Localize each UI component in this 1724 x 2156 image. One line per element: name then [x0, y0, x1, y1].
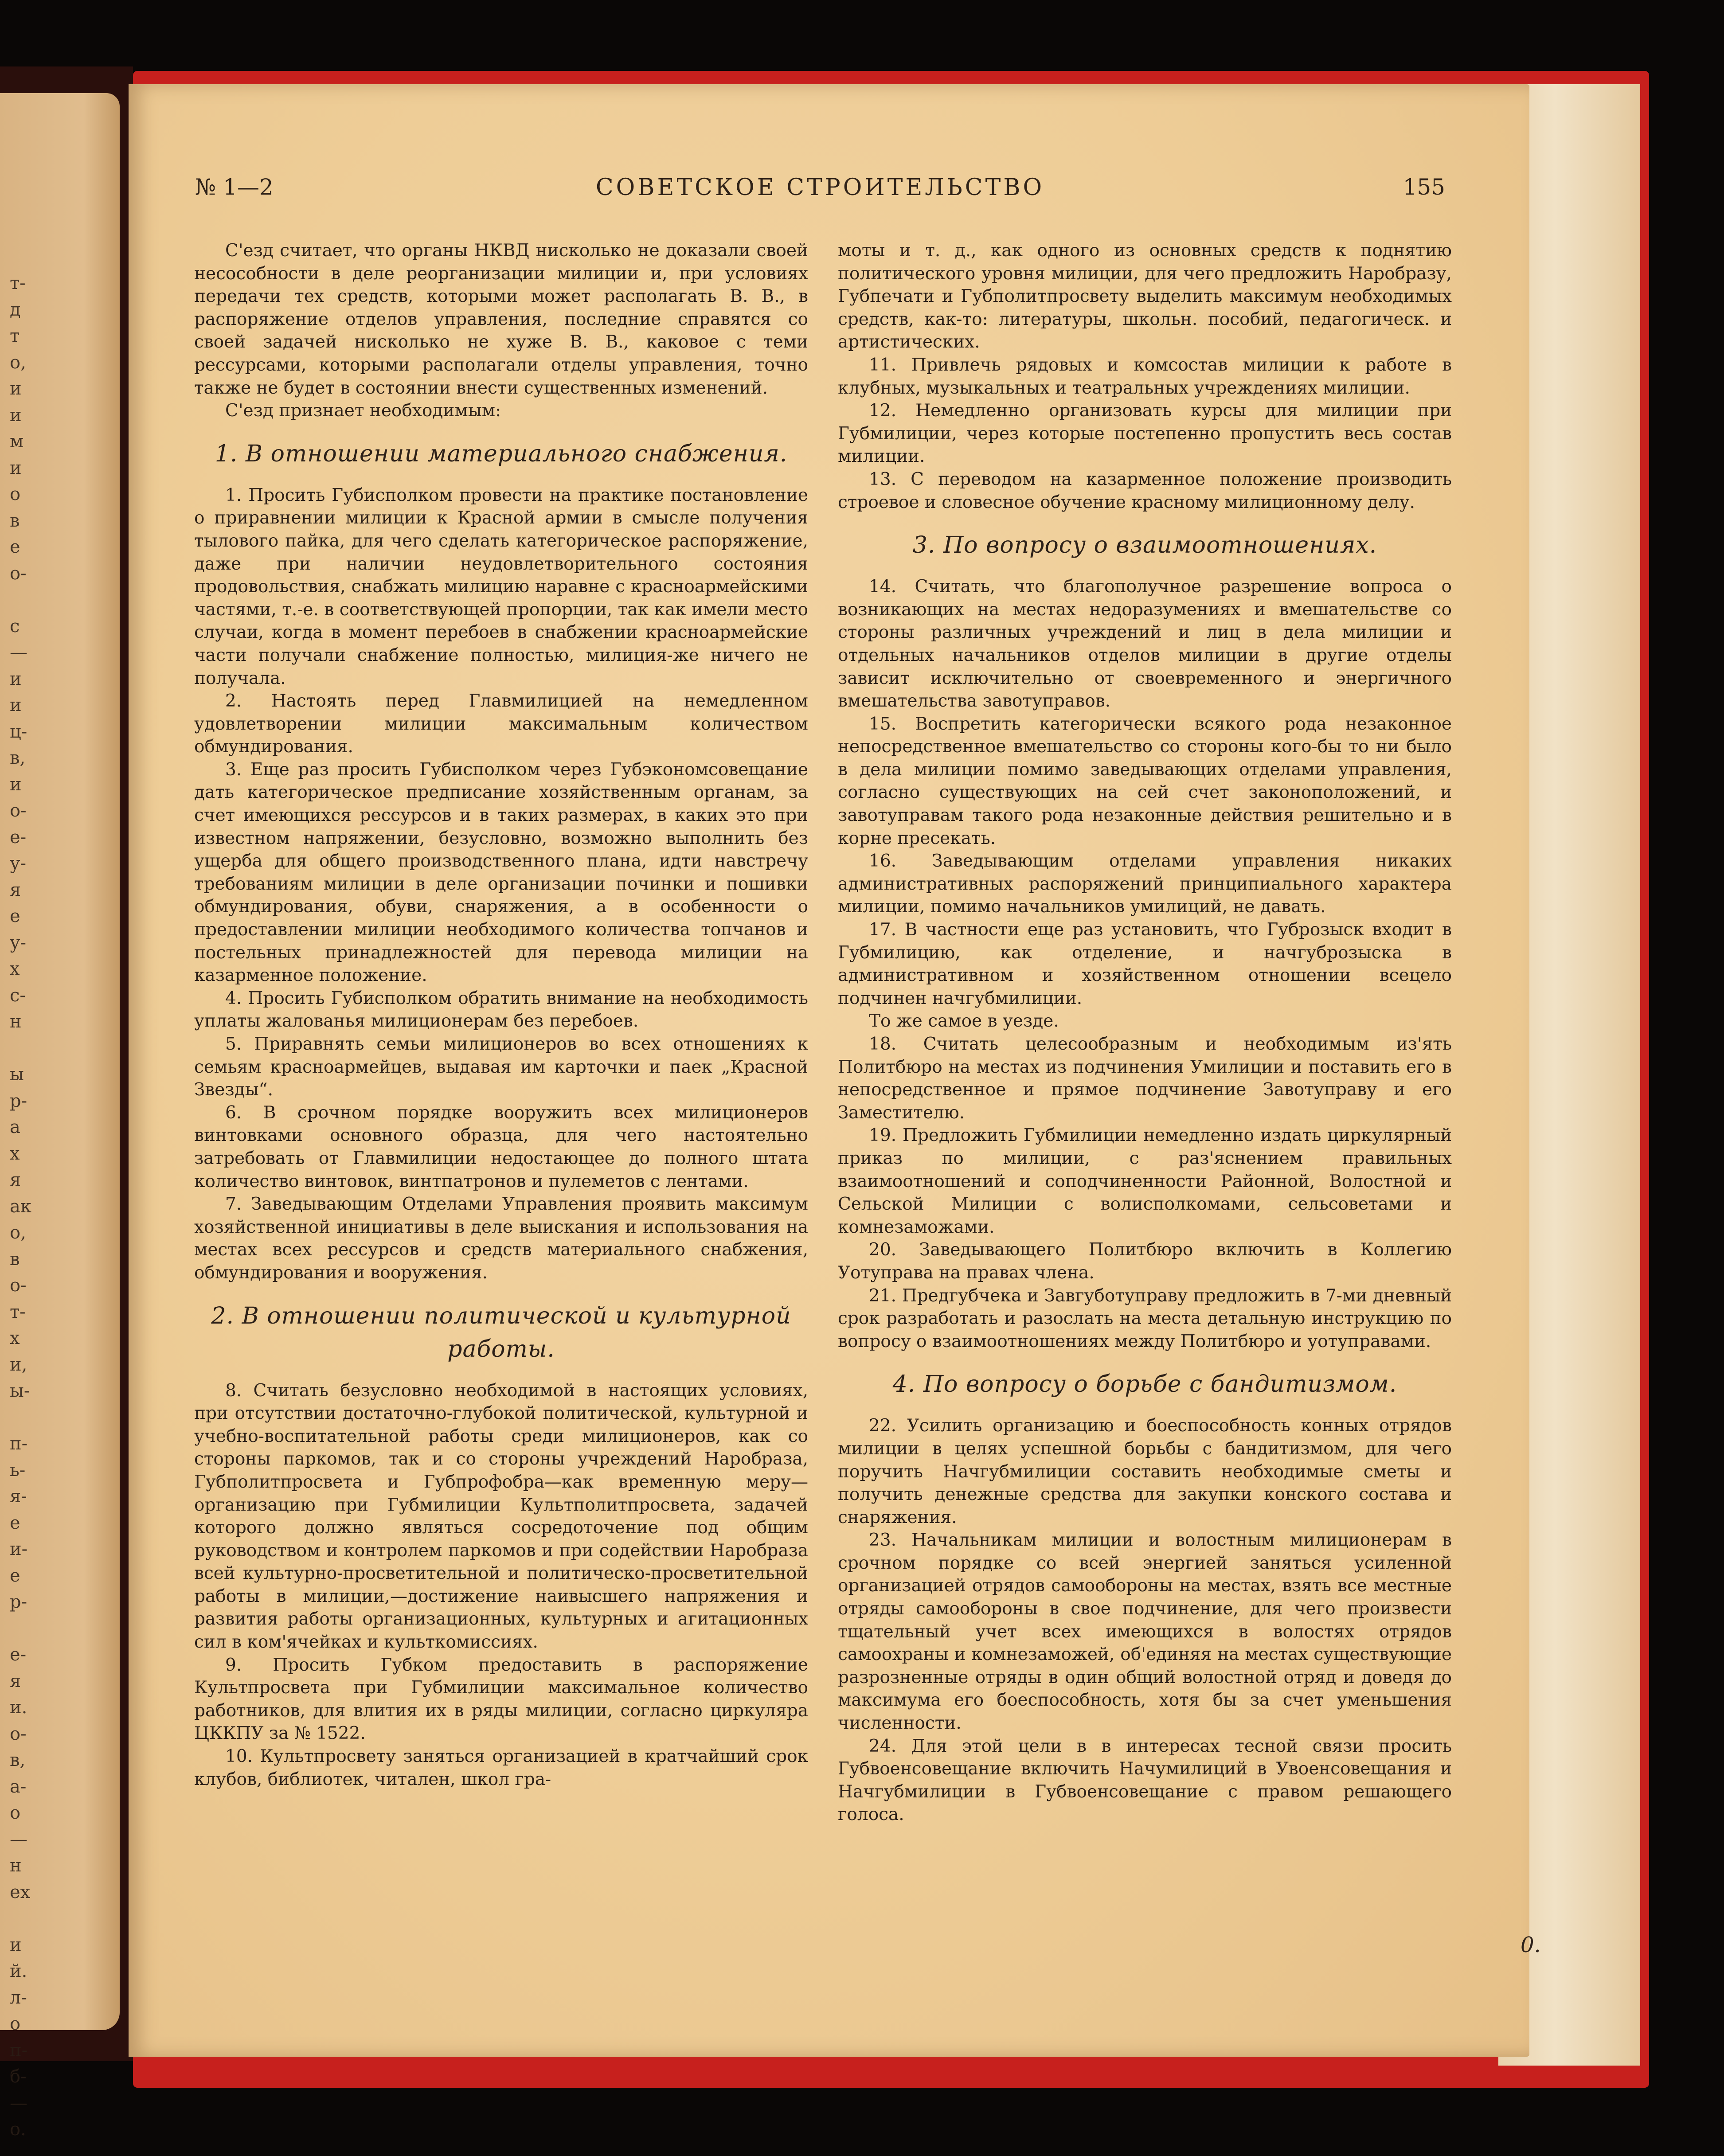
paragraph: С'езд признает необходимым: [225, 401, 501, 421]
paragraph: 24. Для этой цели в в интересах тесной связи просить Губвоенсовещание включить Начумилиций в Увоенсовещания и Начгубмилиции в Губвоенсовещание с правом решающего голоса. [838, 1736, 1452, 1825]
left-page-cropped-text: т- д т о, и и м и о в е о- с — и и ц- в, и о- е- у- я е у- х с- н ы р- а х я ак о, в о- т- х и, ы- п- ь- я- е и- е р- е- я и. о- в, а- о — н ех и й. л- о п- б- — о. [10, 273, 31, 2140]
paragraph: 22. Усилить организацию и боеспособность конных отрядов милиции в целях успешной борьбы с бандитизмом, для чего поручить Начгубмилиции составить необходимые сметы и получить денежные средства для закупки конского состава и снаряжения. [838, 1416, 1452, 1527]
paragraph: 10. Культпросвету заняться организацией в кратчайший срок клубов, библиотек, читален, школ гра- [194, 1746, 808, 1789]
paragraph: моты и т. д., как одного из основных средств к поднятию политического уровня милиции, для чего предложить Наробразу, Губпечати и Губполитпросвету выделить максимум необходимых средств, как-то: литературы, школьн. пособий, педагогическ. и артистических. [838, 241, 1452, 352]
journal-title: СОВЕТСКОЕ СТРОИТЕЛЬСТВО [595, 174, 1045, 201]
paragraph: 1. Просить Губисполком провести на практике постановление о приравнении милиции к Красной армии в смысле получения тылового пайка, для чего сделать категорическое распоряжение, даже при наличии неудовлетворительного состояния продовольствия, снабжать милицию наравне с красноармейскими частями, т.-е. в соответствующей пропорции, так как имели место случаи, когда в момент перебоев в снабжении красноармейские части получали снабжение полностью, милиция-же ничего не получала. [194, 485, 808, 688]
paragraph: 3. Еще раз просить Губисполком через Губэкономсовещание дать категорическое предписание хозяйственным органам, за счет имеющихся рессурсов и в таких размерах, в каких это при известном напряжении, безусловно, возможно выполнить без ущерба для общего производственного плана, идти навстречу требованиям милиции в деле организации починки и пошивки обмундирования, обуви, снаряжения, а в особенности о предоставлении милиции необходимого количества топчанов и постельных принадлежностей для перевода милиции на казарменное положение. [194, 759, 808, 986]
paragraph: 23. Начальникам милиции и волостным милиционерам в срочном порядке со всей энергией заняться усиленной организацией отрядов самообороны на местах, взять все местные отряды самообороны в свое подчинение, для чего произвести тщательный учет всех имеющихся в волостях отрядов самоохраны и комнезаможей, об'единяя на местах существующие разрозненные отряды в один общий волостной отряд и доведя до максимума его боеспособность, хотя бы за счет уменьшения численности. [838, 1530, 1452, 1734]
paragraph: 7. Заведывающим Отделами Управления проявить максимум хозяйственной инициативы в деле выискания и использования на местах всех рессурсов и средств материального снабжения, обмундирования и вооружения. [194, 1194, 808, 1283]
running-header [195, 174, 1445, 205]
paragraph: 19. Предложить Губмилиции немедленно издать циркулярный приказ по милиции, с раз'яснением правильных взаимоотношений и соподчиненности Районной, Волостной и Сельской Милиции с волисполкомами, сельсоветами и комнезаможами. [838, 1125, 1452, 1237]
section-heading: 1. В отношении материального снабжения. [215, 440, 788, 467]
paragraph: 12. Немедленно организовать курсы для милиции при Губмилиции, через которые постепенно пропустить весь состав милиции. [838, 401, 1452, 467]
left-page [0, 93, 120, 2140]
margin-mark: 0. [1521, 1933, 1541, 1957]
paragraph: 8. Считать безусловно необходимой в настоящих условиях, при отсутствии достаточно-глубокой политической, культурной и учебно-воспитательной работы среди милиционеров, как со стороны паркомов, так и со стороны учреждений Наробраза, Губполитпросвета и Губпрофобра—как временную меру—организацию при Губмилиции Культполитпросвета, задачей которого должно являться сосредоточение под общим руководством и контролем паркомов и при содействии Наробраза всей культурно-просветительной и политическо-просветительной работы в милиции,—достижение наивысшего напряжения и развития работы организационных, культурных и агитационных сил в ком'ячейках и культкомиссиях. [194, 1380, 808, 1652]
paragraph: 5. Приравнять семьи милиционеров во всех отношениях к семьям красноармейцев, выдавая им карточки и паек „Красной Звезды“. [194, 1034, 808, 1100]
right-column [838, 239, 1452, 1826]
section-heading: 2. В отношении политической и культурной работы. [211, 1302, 791, 1363]
page-number: 155 [1403, 174, 1445, 200]
paragraph: 2. Настоять перед Главмилицией на немедленном удовлетворении милиции максимальным количеством обмундирования. [194, 691, 808, 757]
issue-number: № 1—2 [195, 174, 274, 200]
paragraph: То же самое в уезде. [869, 1011, 1059, 1031]
section-heading: 4. По вопросу о борьбе с бандитизмом. [892, 1371, 1397, 1398]
left-column [194, 239, 808, 1791]
paragraph: 9. Просить Губком предоставить в распоряжение Культпросвета при Губмилиции максимальное количество работников, для влития их в ряды милиции, согласно циркуляра ЦККПУ за № 1522. [194, 1655, 808, 1744]
paragraph: 18. Считать целесообразным и необходимым из'ять Политбюро на местах из подчинения Умилиции и поставить его в непосредственное и прямое подчинение Завотуправу и его Заместителю. [838, 1034, 1452, 1123]
section-heading: 3. По вопросу о взаимоотношениях. [912, 532, 1377, 559]
paragraph: 15. Воспретить категорически всякого рода незаконное непосредственное вмешательство со стороны кого-бы то ни было в дела милиции помимо заведывающих отделами управления, согласно существующих на сей счет законоположений, и завотуправам такого рода незаконные действия решительно и в корне пресекать. [838, 714, 1452, 848]
paragraph: 16. Заведывающим отделами управления никаких административных распоряжений принципиального характера милиции, помимо начальников умилиций, не давать. [838, 851, 1452, 917]
paragraph: 6. В срочном порядке вооружить всех милиционеров винтовками основного образца, для чего настоятельно затребовать от Главмилиции недостающее до полного штата количество винтовок, винтпатронов и пулеметов с лентами. [194, 1102, 808, 1191]
paragraph: С'езд считает, что органы НКВД нисколько не доказали своей несособности в деле реорганизации милиции и, при условиях передачи тех средств, которыми может располагать В. В., в распоряжение отделов управления, последние справятся со своей задачей нисколько не хуже В. В., каковое с теми рессурсами, которыми располагали отделы управления, точно также не будет в состоянии внести существенных изменений. [194, 241, 808, 398]
paragraph: 14. Считать, что благополучное разрешение вопроса о возникающих на местах недоразумениях и вмешательстве со стороны различных учреждений и лиц в дела милиции и отдельных начальников отделов милиции в другие отделы зависит исключительно от своевременного и энергичного вмешательства завотуправов. [838, 577, 1452, 711]
paragraph: 21. Предгубчека и Завгуботуправу предложить в 7-ми дневный срок разработать и разослать на места детальную инструкцию по вопросу о взаимоотношениях между Политбюро и уотуправами. [838, 1285, 1452, 1351]
paragraph: 13. С переводом на казарменное положение производить строевое и словесное обучение красному милиционному делу. [838, 469, 1452, 512]
paragraph: 11. Привлечь рядовых и комсостав милиции к работе в клубных, музыкальных и театральных учреждениях милиции. [838, 355, 1452, 398]
paragraph: 4. Просить Губисполком обратить внимание на необходимость уплаты жалованья милиционерам без перебоев. [194, 988, 808, 1031]
paragraph: 20. Заведывающего Политбюро включить в Коллегию Уотуправа на правах члена. [838, 1240, 1452, 1283]
paragraph: 17. В частности еще раз установить, что Губрозыск входит в Губмилицию, как отделение, и начгуброзыска в административном и хозяйственном отношении всецело подчинен начгубмилиции. [838, 920, 1452, 1008]
